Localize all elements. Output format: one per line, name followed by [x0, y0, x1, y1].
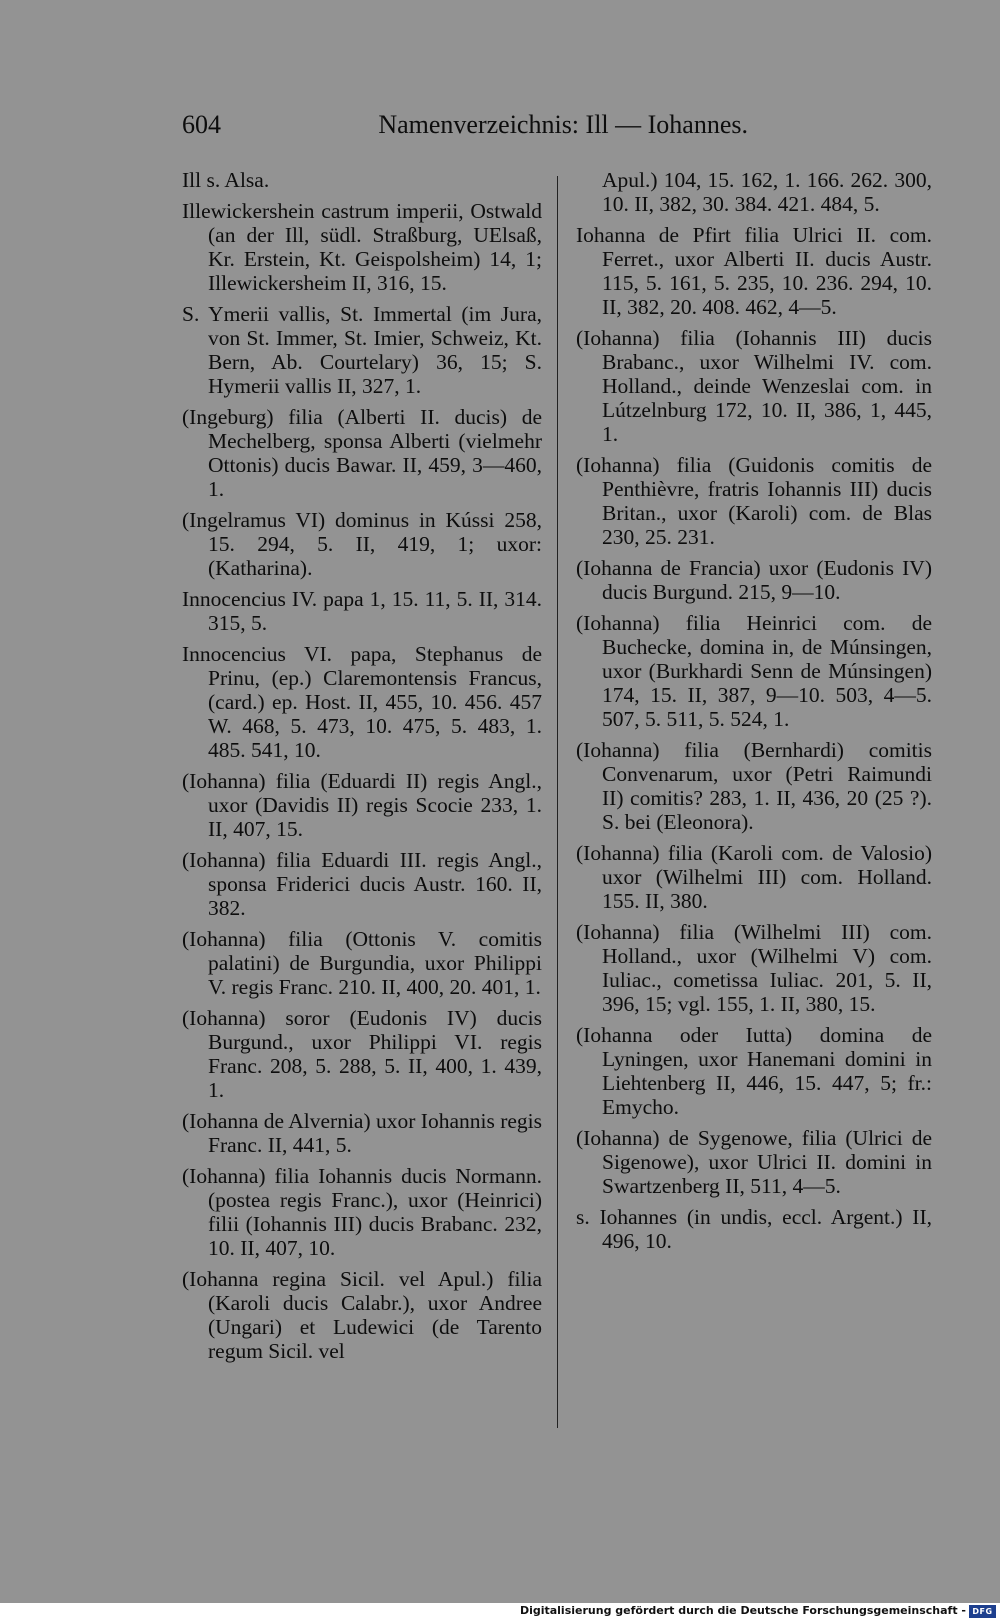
index-entry: (Iohanna) filia (Iohannis III) ducis Brabanc., uxor Wilhelmi IV. com. Holland., deinde Wenzeslai com. in Lútzelnburg 172, 10. II, 386, 1, 445, 1.: [576, 326, 932, 446]
index-entry: (Iohanna de Francia) uxor (Eudonis IV) ducis Burgund. 215, 9—10.: [576, 556, 932, 604]
index-entry: Ill s. Alsa.: [182, 168, 270, 192]
running-title: Namenverzeichnis: Ill — Iohannes.: [378, 110, 748, 139]
index-entry: Illewickershein castrum imperii, Ostwald (an der Ill, südl. Straßburg, UElsaß, Kr. Erstein, Kt. Geispolsheim) 14, 1; Illewickersheim II, 316, 15.: [182, 199, 542, 295]
index-entry: (Ingelramus VI) dominus in Kússi 258, 15. 294, 5. II, 419, 1; uxor: (Katharina).: [182, 508, 542, 580]
page-number: 604: [182, 110, 221, 139]
dfg-logo-icon: DFG: [969, 1605, 996, 1618]
index-entry: Innocencius VI. papa, Stephanus de Prinu, (ep.) Claremontensis Francus, (card.) ep. Host. II, 455, 10. 456. 457 W. 468, 5. 473, 10. 475, 5. 483, 1. 485. 541, 10.: [182, 642, 542, 762]
right-column: [576, 168, 932, 1260]
index-entry: (Ingeburg) filia (Alberti II. ducis) de Mechelberg, sponsa Alberti (vielmehr Ottonis) ducis Bawar. II, 459, 3—460, 1.: [182, 405, 542, 501]
index-entry: Iohanna de Pfirt filia Ulrici II. com. Ferret., uxor Alberti II. ducis Austr. 115, 5. 161, 5. 235, 10. 236. 294, 10. II, 382, 20. 408. 462, 4—5.: [576, 223, 932, 319]
index-entry: (Iohanna) de Sygenowe, filia (Ulrici de Sigenowe), uxor Ulrici II. domini in Swartzenberg II, 511, 4—5.: [576, 1126, 932, 1198]
left-column: [182, 168, 542, 1370]
index-entry: (Iohanna) filia (Wilhelmi III) com. Holland., uxor (Wilhelmi V) com. Iuliac., cometissa Iuliac. 201, 5. II, 396, 15; vgl. 155, 1. II, 380, 15.: [576, 920, 932, 1016]
index-entry: (Iohanna) filia (Bernhardi) comitis Convenarum, uxor (Petri Raimundi II) comitis? 283, 1. II, 436, 20 (25 ?). S. bei (Eleonora).: [576, 738, 932, 834]
index-entry: (Iohanna regina Sicil. vel Apul.) filia (Karoli ducis Calabr.), uxor Andree (Ungari) et Ludewici (de Tarento regum Sicil. vel: [182, 1267, 542, 1363]
index-entry: (Iohanna) filia Heinrici com. de Buchecke, domina in, de Múnsingen, uxor (Burkhardi Senn de Múnsingen) 174, 15. II, 387, 9—10. 503, 4—5. 507, 5. 511, 5. 524, 1.: [576, 611, 932, 731]
index-entry: (Iohanna oder Iutta) domina de Lyningen, uxor Hanemani domini in Liehtenberg II, 446, 15. 447, 5; fr.: Emycho.: [576, 1023, 932, 1119]
index-entry: s. Iohannes (in undis, eccl. Argent.) II, 496, 10.: [576, 1205, 932, 1253]
index-entry: (Iohanna) filia (Eduardi II) regis Angl., uxor (Davidis II) regis Scocie 233, 1. II, 407, 15.: [182, 769, 542, 841]
digitization-footer: [0, 1603, 1000, 1620]
index-entry: (Iohanna) filia Iohannis ducis Normann. (postea regis Franc.), uxor (Heinrici) filii (Iohannis III) ducis Brabanc. 232, 10. II, 407, 10.: [182, 1164, 542, 1260]
index-entry: (Iohanna) filia Eduardi III. regis Angl., sponsa Friderici ducis Austr. 160. II, 382.: [182, 848, 542, 920]
index-entry: (Iohanna) filia (Karoli com. de Valosio) uxor (Wilhelmi III) com. Holland. 155. II, 380.: [576, 841, 932, 913]
index-entry: S. Ymerii vallis, St. Immertal (im Jura, von St. Immer, St. Imier, Schweiz, Kt. Bern, Ab. Courtelary) 36, 15; S. Hymerii vallis II, 327, 1.: [182, 302, 542, 398]
index-entry: Innocencius IV. papa 1, 15. 11, 5. II, 314. 315, 5.: [182, 587, 542, 635]
index-entry: (Iohanna) filia (Ottonis V. comitis palatini) de Burgundia, uxor Philippi V. regis Franc. 210. II, 400, 20. 401, 1.: [182, 927, 542, 999]
funding-credit: Digitalisierung gefördert durch die Deutsche Forschungsgemeinschaft -: [519, 1604, 966, 1617]
page-header: [182, 110, 748, 144]
index-entry-continuation: Apul.) 104, 15. 162, 1. 166. 262. 300, 10. II, 382, 30. 384. 421. 484, 5.: [602, 168, 932, 216]
index-entry: (Iohanna) soror (Eudonis IV) ducis Burgund., uxor Philippi VI. regis Franc. 208, 5. 288, 5. II, 400, 1. 439, 1.: [182, 1006, 542, 1102]
index-entry: (Iohanna de Alvernia) uxor Iohannis regis Franc. II, 441, 5.: [182, 1109, 543, 1157]
column-divider: [557, 176, 558, 1428]
index-entry: (Iohanna) filia (Guidonis comitis de Penthièvre, fratris Iohannis III) ducis Britan., uxor (Karoli) com. de Blas 230, 25. 231.: [576, 453, 932, 549]
